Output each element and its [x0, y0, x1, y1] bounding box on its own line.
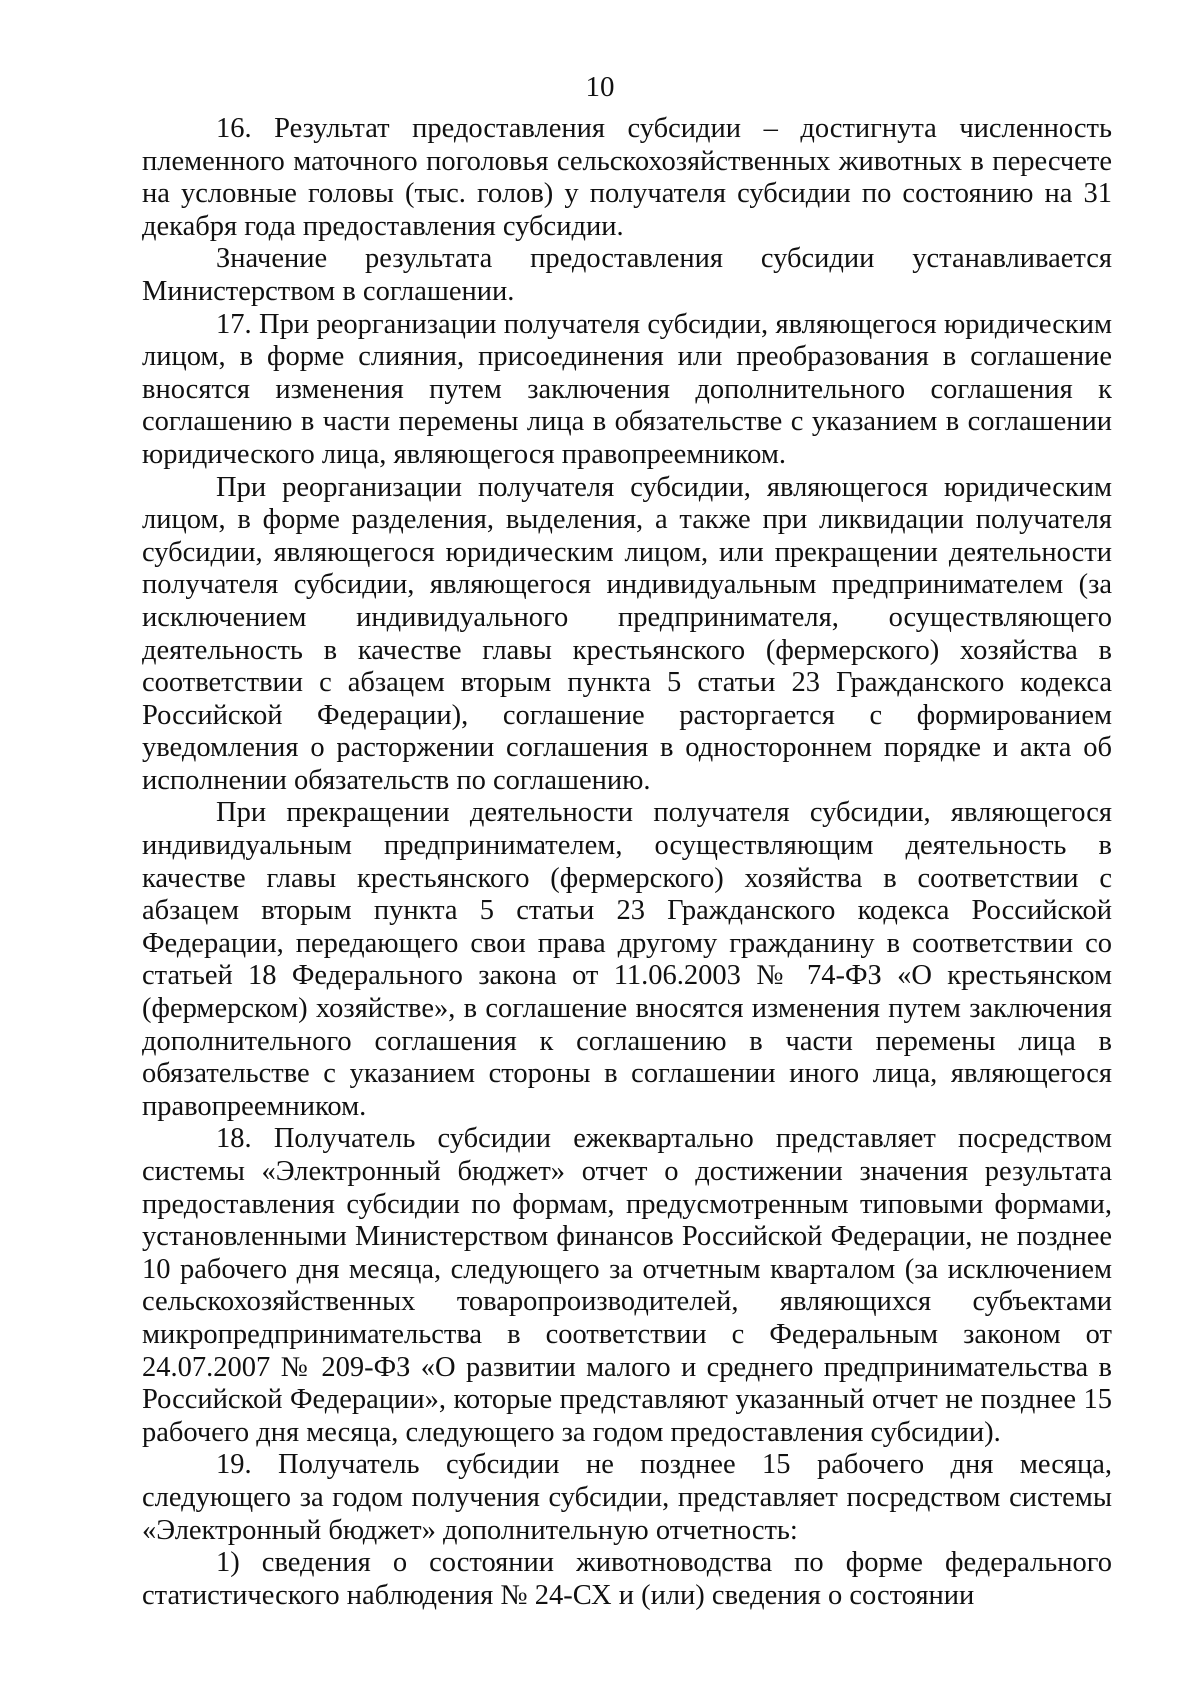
paragraph-19-item-1: 1) сведения о состоянии животноводства по форме федерального статистического наблюдения № 24-СХ и (или) сведения о состоянии [142, 1547, 1112, 1611]
paragraph-reorganization-division: При реорганизации получателя субсидии, являющегося юридическим лицом, в форме разделения, выделения, а также при ликвидации получателя субсидии, являющегося юридическим лицом, или прекращении деятельности получателя субсидии, являющегося индивидуальным предпринимателем (за исключением индивидуального предпринимателя, осуществляющего деятельность в качестве главы крестьянского (фермерского) хозяйства в соответствии с абзацем вторым пункта 5 статьи 23 Гражданского кодекса Российской Федерации), соглашение расторгается с формированием уведомления о расторжении соглашения в одностороннем порядке и акта об исполнении обязательств по соглашению. [142, 471, 1112, 796]
paragraph-result-value: Значение результата предоставления субсидии устанавливается Министерством в соглашении. [142, 243, 1112, 307]
paragraph-termination-entrepreneur: При прекращении деятельности получателя субсидии, являющегося индивидуальным предпринимателем, осуществляющим деятельность в качестве главы крестьянского (фермерского) хозяйства в соответствии с абзацем вторым пункта 5 статьи 23 Гражданского кодекса Российской Федерации, передающего свои права другому гражданину в соответствии со статьей 18 Федерального закона от 11.06.2003 № 74-ФЗ «О крестьянском (фермерском) хозяйстве», в соглашение вносятся изменения путем заключения дополнительного соглашения к соглашению в части перемены лица в обязательстве с указанием стороны в соглашении иного лица, являющегося правопреемником. [142, 797, 1112, 1122]
paragraph-16-result: 16. Результат предоставления субсидии – достигнута численность племенного маточного поголовья сельскохозяйственных животных в пересчете на условные головы (тыс. голов) у получателя субсидии по состоянию на 31 декабря года предоставления субсидии. [142, 113, 1112, 242]
document-body [142, 113, 1112, 1612]
paragraph-17-reorganization: 17. При реорганизации получателя субсидии, являющегося юридическим лицом, в форме слияния, присоединения или преобразования в соглашение вносятся изменения путем заключения дополнительного соглашения к соглашению в части перемены лица в обязательстве с указанием в соглашении юридического лица, являющегося правопреемником. [142, 308, 1112, 470]
paragraph-19-additional-reporting: 19. Получатель субсидии не позднее 15 рабочего дня месяца, следующего за годом получения субсидии, представляет посредством системы «Электронный бюджет» дополнительную отчетность: [142, 1449, 1112, 1546]
page-number: 10 [585, 71, 615, 103]
paragraph-18-quarterly-report: 18. Получатель субсидии ежеквартально представляет посредством системы «Электронный бюджет» отчет о достижении значения результата предоставления субсидии по формам, предусмотренным типовыми формами, установленными Министерством финансов Российской Федерации, не позднее 10 рабочего дня месяца, следующего за отчетным кварталом (за исключением сельскохозяйственных товаропроизводителей, являющихся субъектами микропредпринимательства в соответствии с Федеральным законом от 24.07.2007 № 209-ФЗ «О развитии малого и среднего предпринимательства в Российской Федерации», которые представляют указанный отчет не позднее 15 рабочего дня месяца, следующего за годом предоставления субсидии). [142, 1123, 1112, 1448]
